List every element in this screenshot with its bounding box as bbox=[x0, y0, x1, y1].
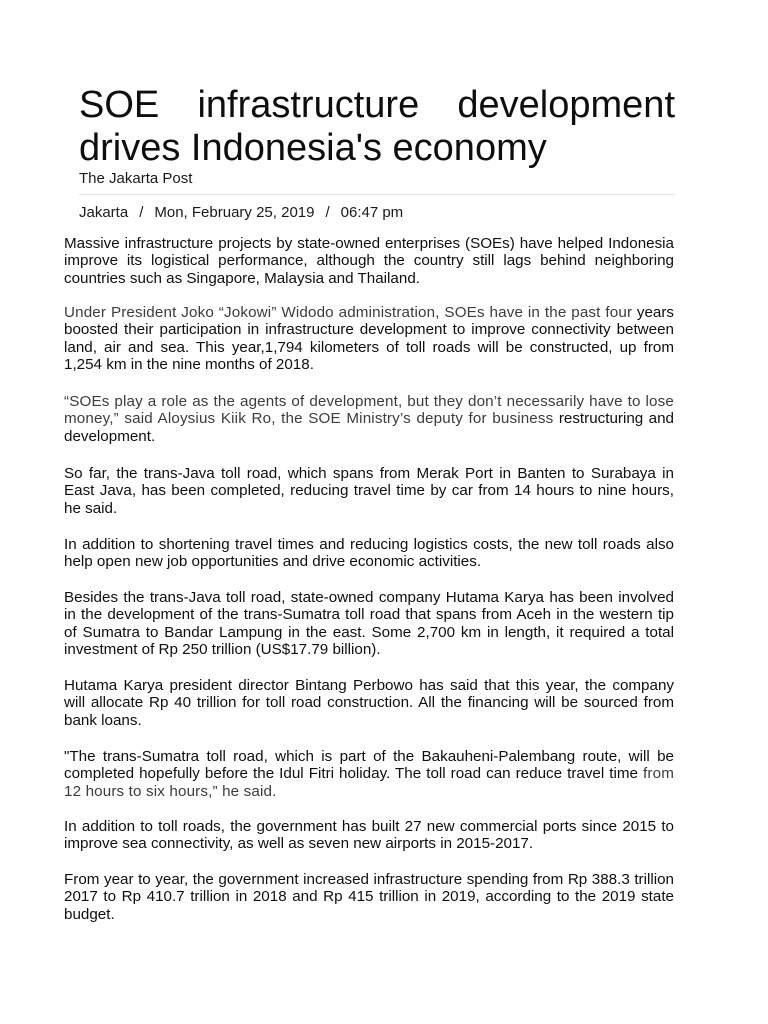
article-dateline bbox=[79, 204, 403, 222]
dateline-location: Jakarta bbox=[79, 204, 129, 221]
paragraph-2 bbox=[64, 304, 674, 374]
paragraph-10: From year to year, the government increased infrastructure spending from Rp 388.3 trillion 2017 to Rp 410.7 trillion in 2018 and Rp 415 trillion in 2019, according to the 2019 state budget. bbox=[64, 871, 674, 923]
dateline-date: Mon, February 25, 2019 bbox=[154, 204, 315, 221]
paragraph-4: So far, the trans-Java toll road, which spans from Merak Port in Banten to Surabaya in East Java, has been completed, reducing travel time by car from 14 hours to nine hours, he said. bbox=[64, 465, 674, 517]
dateline-time: 06:47 pm bbox=[340, 204, 404, 221]
paragraph-3 bbox=[64, 393, 674, 445]
article-source: The Jakarta Post bbox=[79, 170, 193, 187]
paragraph-9: In addition to toll roads, the government has built 27 new commercial ports since 2015 to improve sea connectivity, as well as seven new airports in 2015-2017. bbox=[64, 818, 674, 853]
article-title: SOE infrastructure development drives Indonesia's economy bbox=[79, 84, 675, 169]
paragraph-2-body: years boosted their participation in infrastructure development to improve connectivity between land, air and sea. This year,1,794 kilometers of toll roads will be constructed, up from 1,254 km in the nine months of 2018. bbox=[64, 304, 674, 374]
paragraph-8-body: "The trans-Sumatra toll road, which is part of the Bakauheni-Palembang route, will be completed hopefully before the Idul Fitri holiday. The toll road can reduce travel time bbox=[64, 748, 674, 783]
paragraph-6: Besides the trans-Java toll road, state-owned company Hutama Karya has been involved in the development of the trans-Sumatra toll road that spans from Aceh in the western tip of Sumatra to Bandar Lampung in the east. Some 2,700 km in length, it required a total investment of Rp 250 trillion (US$17.79 billion). bbox=[64, 589, 674, 659]
dateline-separator: / bbox=[139, 204, 144, 221]
paragraph-8-tail: from 12 hours to six hours,” he said. bbox=[64, 765, 674, 800]
paragraph-3-lead: “SOEs play a role as the agents of development, but they don’t necessarily have to lose money,” said Aloysius Kiik Ro, the SOE Ministry’s deputy for business bbox=[64, 393, 674, 428]
paragraph-1: Massive infrastructure projects by state-owned enterprises (SOEs) have helped Indonesia improve its logistical performance, although the country still lags behind neighboring countries such as Singapore, Malaysia and Thailand. bbox=[64, 235, 674, 287]
paragraph-7: Hutama Karya president director Bintang Perbowo has said that this year, the company will allocate Rp 40 trillion for toll road construction. All the financing will be sourced from bank loans. bbox=[64, 677, 674, 729]
dateline-separator: / bbox=[325, 204, 330, 221]
paragraph-2-lead: Under President Joko “Jokowi” Widodo administration, SOEs have in the past four bbox=[64, 304, 633, 321]
header-divider bbox=[79, 194, 675, 195]
paragraph-5: In addition to shortening travel times and reducing logistics costs, the new toll roads also help open new job opportunities and drive economic activities. bbox=[64, 536, 674, 571]
paragraph-3-body: restructuring and development. bbox=[64, 410, 674, 445]
paragraph-8 bbox=[64, 748, 674, 800]
